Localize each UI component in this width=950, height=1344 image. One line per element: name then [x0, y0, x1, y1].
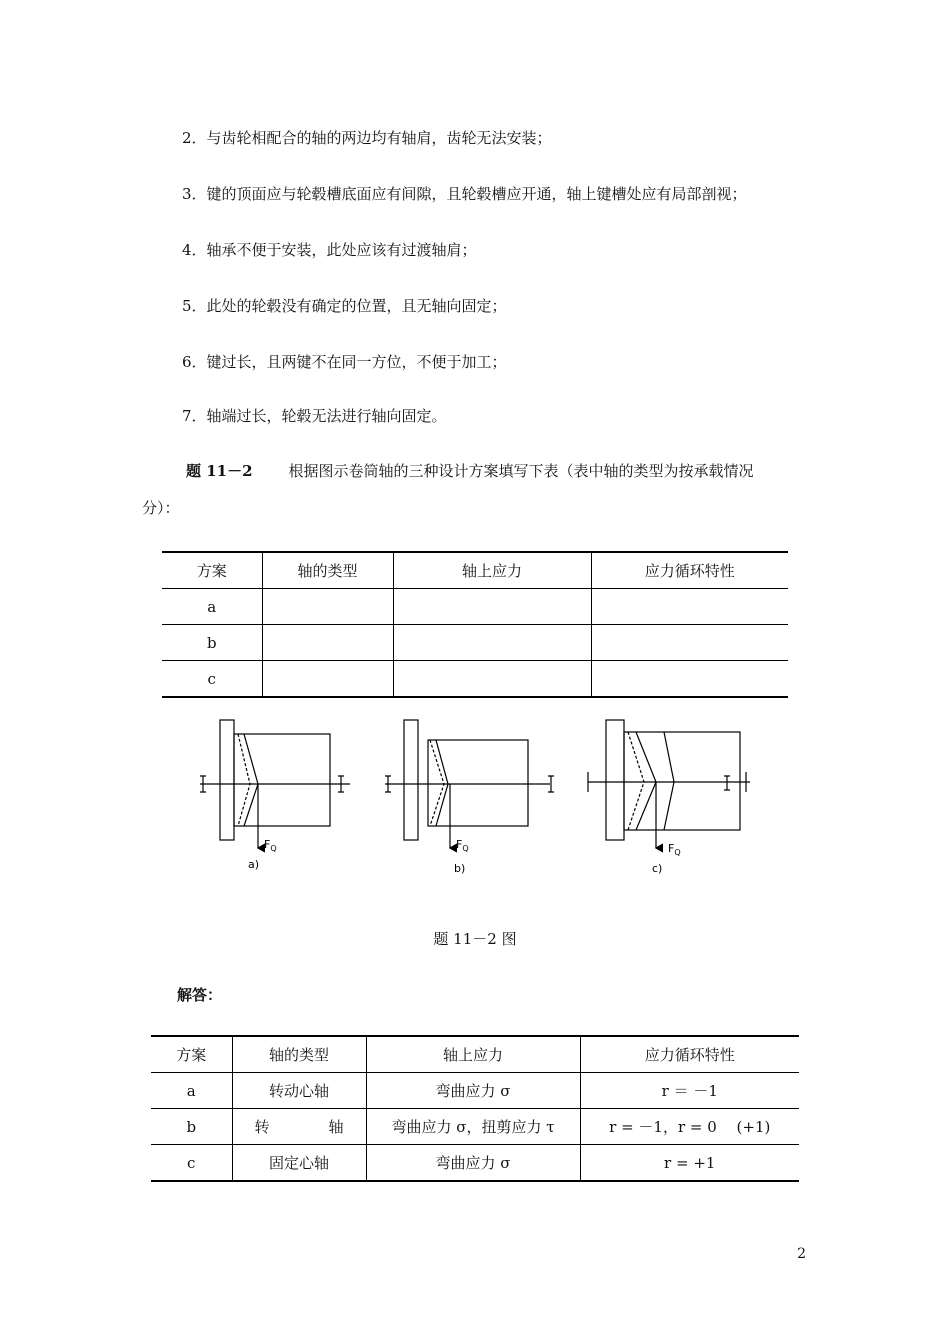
empty-cell [591, 625, 788, 661]
table-row [162, 625, 788, 661]
header-cell: 轴上应力 [393, 552, 591, 589]
table-header-row [151, 1036, 799, 1073]
empty-cell [393, 661, 591, 698]
header-cell: 应力循环特性 [591, 552, 788, 589]
blank-table [162, 551, 788, 698]
item-3: 3．键的顶面应与轮毂槽底面应有间隙，且轮毂槽应开通，轴上键槽处应有局部剖视； [182, 185, 747, 203]
stress-cell: 弯曲应力 σ [366, 1145, 580, 1182]
header-cell: 应力循环特性 [580, 1036, 799, 1073]
type-part: 轴 [328, 1118, 344, 1136]
type-part: 转 [254, 1118, 270, 1136]
force-label-c: $F_Q$ [668, 842, 681, 857]
header-cell: 轴的类型 [262, 552, 393, 589]
problem-text: 根据图示卷筒轴的三种设计方案填写下表（表中轴的类型为按承载情况 [288, 462, 754, 480]
force-label-b: $F_Q$ [456, 838, 469, 853]
scheme-cell: a [162, 589, 262, 625]
label-b: b) [454, 862, 466, 875]
scheme-cell: a [151, 1073, 232, 1109]
stress-cell: 弯曲应力 σ [366, 1073, 580, 1109]
problem-text-cont: 分）： [142, 499, 180, 517]
item-4: 4．轴承不便于安装，此处应该有过渡轴肩； [182, 241, 477, 259]
page-number: 2 [797, 1246, 806, 1262]
cycle-cell: r ＝ －1 [580, 1073, 799, 1109]
table-row [151, 1109, 799, 1145]
empty-cell [262, 661, 393, 698]
table-header-row [162, 552, 788, 589]
answer-label: 解答： [177, 986, 223, 1004]
empty-cell [262, 625, 393, 661]
empty-cell [393, 589, 591, 625]
scheme-cell: c [151, 1145, 232, 1182]
diagram-c [588, 720, 750, 848]
type-cell: 转动心轴 [232, 1073, 366, 1109]
scheme-cell: b [151, 1109, 232, 1145]
answer-table [151, 1035, 799, 1182]
scheme-cell: b [162, 625, 262, 661]
empty-cell [591, 589, 788, 625]
item-6: 6．键过长，且两键不在同一方位，不便于加工； [182, 353, 507, 371]
table-row [151, 1145, 799, 1182]
table-row [151, 1073, 799, 1109]
header-cell: 轴上应力 [366, 1036, 580, 1073]
table-row [162, 661, 788, 698]
force-label-a: $F_Q$ [264, 838, 277, 853]
diagram-b [385, 720, 554, 848]
header-cell: 方案 [162, 552, 262, 589]
cycle-cell: r = +1 [580, 1145, 799, 1182]
label-a: a) [248, 858, 260, 871]
item-2: 2．与齿轮相配合的轴的两边均有轴肩，齿轮无法安装； [182, 129, 552, 147]
cycle-cell: r = －1，r = 0 (+1) [580, 1109, 799, 1145]
diagram-a [200, 720, 350, 848]
type-cell: 固定心轴 [232, 1145, 366, 1182]
stress-cell: 弯曲应力 σ，扭剪应力 τ [366, 1109, 580, 1145]
label-c: c) [652, 862, 663, 875]
shaft-diagrams [190, 712, 760, 882]
header-cell: 方案 [151, 1036, 232, 1073]
scheme-cell: c [162, 661, 262, 698]
problem-number: 题 11－2 [186, 462, 253, 480]
type-cell [232, 1109, 366, 1145]
header-cell: 轴的类型 [232, 1036, 366, 1073]
table-row [162, 589, 788, 625]
item-5: 5．此处的轮毂没有确定的位置，且无轴向固定； [182, 297, 507, 315]
empty-cell [262, 589, 393, 625]
problem-statement [186, 461, 754, 481]
figure-caption: 题 11－2 图 [433, 930, 517, 948]
empty-cell [591, 661, 788, 698]
item-7: 7．轴端过长，轮毂无法进行轴向固定。 [182, 407, 447, 425]
empty-cell [393, 625, 591, 661]
